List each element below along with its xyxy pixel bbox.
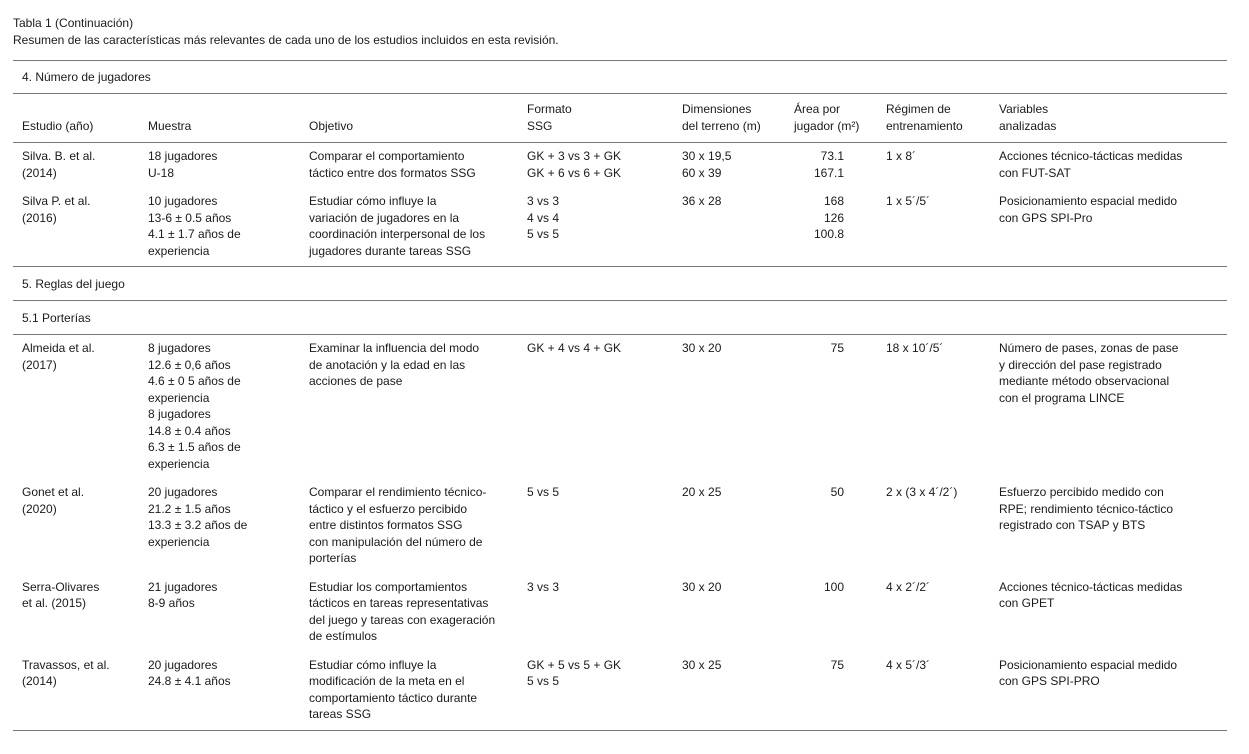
cell-line: 36 x 28 [682,194,722,208]
cell-line: Estudiar cómo influye la [309,657,437,672]
cell-area [794,143,886,189]
table-caption [13,15,559,49]
cell-line: Travassos, et al. [22,657,110,672]
cell-line: con GPS SPI-Pro [999,210,1093,225]
cell-line: 3 vs 3 [527,194,560,208]
cell-formato [527,652,682,731]
cell-line: de anotación y la edad en las [309,357,466,372]
cell-regimen [886,335,999,480]
cell-line: 168 [823,194,844,208]
cell-line: Acciones técnico-tácticas medidas [999,149,1183,163]
cell-estudio [13,188,148,267]
cell-line: experiencia [148,390,210,405]
cell-muestra [148,143,309,189]
cell-line: comportamiento táctico durante [309,690,478,705]
cell-estudio [13,574,148,652]
cell-objetivo [309,479,527,574]
cell-line: Estudiar cómo influye la [309,194,437,208]
cell-line: Posicionamiento espacial medido [999,194,1178,208]
cell-dimensiones [682,652,794,731]
cell-line: 4.1 ± 1.7 años de [148,227,241,241]
cell-line: 73.1 [820,149,844,163]
header-dimensiones: Dimensiones del terreno (m) [682,94,794,143]
cell-line: variación de jugadores en la [309,210,460,225]
cell-formato [527,188,682,267]
cell-line: Esfuerzo percibido medido con [999,485,1164,499]
table-subtitle: Resumen de las características más relevantes de cada uno de los estudios incluidos en esta revisión. [13,33,559,47]
header-regimen: Régimen de entrenamiento [886,94,999,143]
cell-line: 1 x 5´/5´ [886,194,931,208]
cell-line: (2014) [22,674,57,688]
cell-dimensiones [682,143,794,189]
cell-line: Serra-Olivares [22,579,100,594]
cell-dimensiones [682,188,794,267]
cell-line: (2020) [22,501,57,516]
table-row [13,335,1227,480]
cell-line: porterías [309,551,357,565]
cell-line: 14.8 ± 0.4 años [148,423,231,438]
cell-muestra [148,652,309,731]
cell-line: del juego y tareas con exageración [309,612,496,627]
section-game-rules: 5. Reglas del juego [13,267,1227,301]
cell-line: experiencia [148,534,210,549]
cell-line: entre distintos formatos SSG [309,518,463,532]
cell-formato [527,143,682,189]
cell-line: 6.3 ± 1.5 años de [148,440,241,454]
cell-line: 20 jugadores [148,657,218,672]
cell-line: mediante método observacional [999,374,1170,388]
cell-line: jugadores durante tareas SSG [309,243,472,258]
cell-variables [999,479,1227,574]
cell-variables [999,188,1227,267]
table-row [13,143,1227,189]
cell-dimensiones [682,574,794,652]
cell-line: 75 [830,341,844,355]
cell-line: táctico y el esfuerzo percibido [309,501,468,516]
cell-line: 18 jugadores [148,149,218,163]
cell-line: tareas SSG [309,707,372,721]
cell-area [794,652,886,731]
cell-objetivo [309,652,527,731]
cell-line: 30 x 25 [682,657,722,672]
cell-estudio [13,652,148,731]
cell-objetivo [309,574,527,652]
cell-line: Silva. B. et al. [22,149,96,163]
cell-area [794,335,886,480]
cell-line: 2 x (3 x 4´/2´) [886,485,958,499]
cell-objetivo [309,335,527,480]
cell-muestra [148,188,309,267]
header-objetivo: Objetivo [309,94,527,143]
cell-formato [527,479,682,574]
cell-line: 167.1 [813,165,844,180]
section-goals: 5.1 Porterías [13,301,1227,335]
cell-line: con GPS SPI-PRO [999,674,1100,688]
cell-line: Almeida et al. [22,341,95,355]
cell-line: GK + 5 vs 5 + GK [527,657,622,672]
cell-line: Comparar el comportamiento [309,149,465,163]
cell-line: 60 x 39 [682,165,722,180]
cell-line: 50 [830,485,844,499]
table-row [13,574,1227,652]
cell-line: GK + 6 vs 6 + GK [527,165,622,180]
cell-regimen [886,652,999,731]
cell-line: Estudiar los comportamientos [309,579,468,594]
cell-line: 8 jugadores [148,341,211,355]
cell-line: con manipulación del número de [309,534,483,549]
cell-line: (2017) [22,357,57,372]
cell-line: con el programa LINCE [999,390,1125,405]
cell-line: 12.6 ± 0,6 años [148,357,231,372]
cell-line: (2016) [22,210,57,225]
cell-line: 1 x 8´ [886,149,917,163]
cell-line: 13.3 ± 3.2 años de [148,518,248,532]
table-row [13,188,1227,267]
cell-line: 30 x 19,5 [682,149,732,163]
table-header-row [13,94,1227,143]
section-number-of-players: 4. Número de jugadores [13,60,1227,94]
cell-line: modificación de la meta en el [309,674,465,688]
cell-line: 21 jugadores [148,579,218,594]
cell-line: 4 vs 4 [527,210,560,225]
cell-line: GK + 3 vs 3 + GK [527,149,622,163]
cell-line: 21.2 ± 1.5 años [148,501,231,516]
cell-line: 5 vs 5 [527,227,560,241]
cell-line: coordinación interpersonal de los [309,227,486,241]
cell-line: 3 vs 3 [527,579,560,594]
section-row [13,301,1227,335]
cell-line: 10 jugadores [148,194,218,208]
cell-line: experiencia [148,456,210,471]
cell-line: 8 jugadores [148,407,211,421]
cell-line: 5 vs 5 [527,485,560,499]
cell-line: Examinar la influencia del modo [309,341,480,355]
cell-line: experiencia [148,243,210,258]
cell-muestra [148,335,309,480]
cell-line: 5 vs 5 [527,674,560,688]
cell-regimen [886,479,999,574]
cell-variables [999,143,1227,189]
cell-line: Posicionamiento espacial medido [999,657,1178,672]
cell-line: et al. (2015) [22,596,87,610]
cell-line: 24.8 ± 4.1 años [148,674,231,688]
cell-line: Silva P. et al. [22,194,91,208]
table-row [13,652,1227,731]
cell-line: 100.8 [813,227,844,241]
cell-line: con FUT-SAT [999,165,1071,180]
cell-area [794,188,886,267]
cell-line: U-18 [148,165,175,180]
cell-formato [527,574,682,652]
cell-regimen [886,188,999,267]
cell-line: y dirección del pase registrado [999,357,1162,372]
cell-muestra [148,479,309,574]
cell-line: 8-9 años [148,596,195,610]
cell-objetivo [309,188,527,267]
section-row [13,267,1227,301]
cell-line: Gonet et al. [22,485,85,499]
cell-objetivo [309,143,527,189]
cell-line: 4.6 ± 0 5 años de [148,374,241,388]
cell-regimen [886,143,999,189]
cell-line: 4 x 5´/3´ [886,657,931,672]
cell-line: con GPET [999,596,1055,610]
cell-line: 30 x 20 [682,579,722,594]
cell-formato [527,335,682,480]
cell-variables [999,574,1227,652]
cell-line: de estímulos [309,629,378,643]
cell-line: 18 x 10´/5´ [886,341,944,355]
cell-line: 126 [823,210,844,225]
header-muestra: Muestra [148,94,309,143]
cell-line: 4 x 2´/2´ [886,579,931,594]
cell-estudio [13,335,148,480]
header-formato: Formato SSG [527,94,682,143]
cell-dimensiones [682,479,794,574]
cell-line: acciones de pase [309,374,403,388]
cell-line: (2014) [22,165,57,180]
section-row [13,60,1227,94]
cell-line: 30 x 20 [682,341,722,355]
cell-line: táctico entre dos formatos SSG [309,165,476,180]
cell-dimensiones [682,335,794,480]
cell-line: tácticos en tareas representativas [309,596,489,610]
cell-line: 100 [823,579,844,594]
cell-line: 13-6 ± 0.5 años [148,210,232,225]
cell-line: 20 x 25 [682,485,722,499]
header-area: Área por jugador (m²) [794,94,886,143]
cell-estudio [13,479,148,574]
table-row [13,479,1227,574]
cell-area [794,574,886,652]
cell-variables [999,652,1227,731]
cell-line: 75 [830,657,844,672]
cell-line: Comparar el rendimiento técnico- [309,485,487,499]
cell-area [794,479,886,574]
cell-regimen [886,574,999,652]
cell-line: GK + 4 vs 4 + GK [527,341,622,355]
cell-line: 20 jugadores [148,485,218,499]
header-estudio: Estudio (año) [13,94,148,143]
cell-line: Acciones técnico-tácticas medidas [999,579,1183,594]
cell-variables [999,335,1227,480]
header-variables: Variables analizadas [999,94,1227,143]
cell-line: registrado con TSAP y BTS [999,518,1146,532]
cell-muestra [148,574,309,652]
cell-line: RPE; rendimiento técnico-táctico [999,501,1174,516]
cell-estudio [13,143,148,189]
cell-line: Número de pases, zonas de pase [999,341,1179,355]
studies-table [13,60,1227,731]
table-title: Tabla 1 (Continuación) [13,16,134,30]
